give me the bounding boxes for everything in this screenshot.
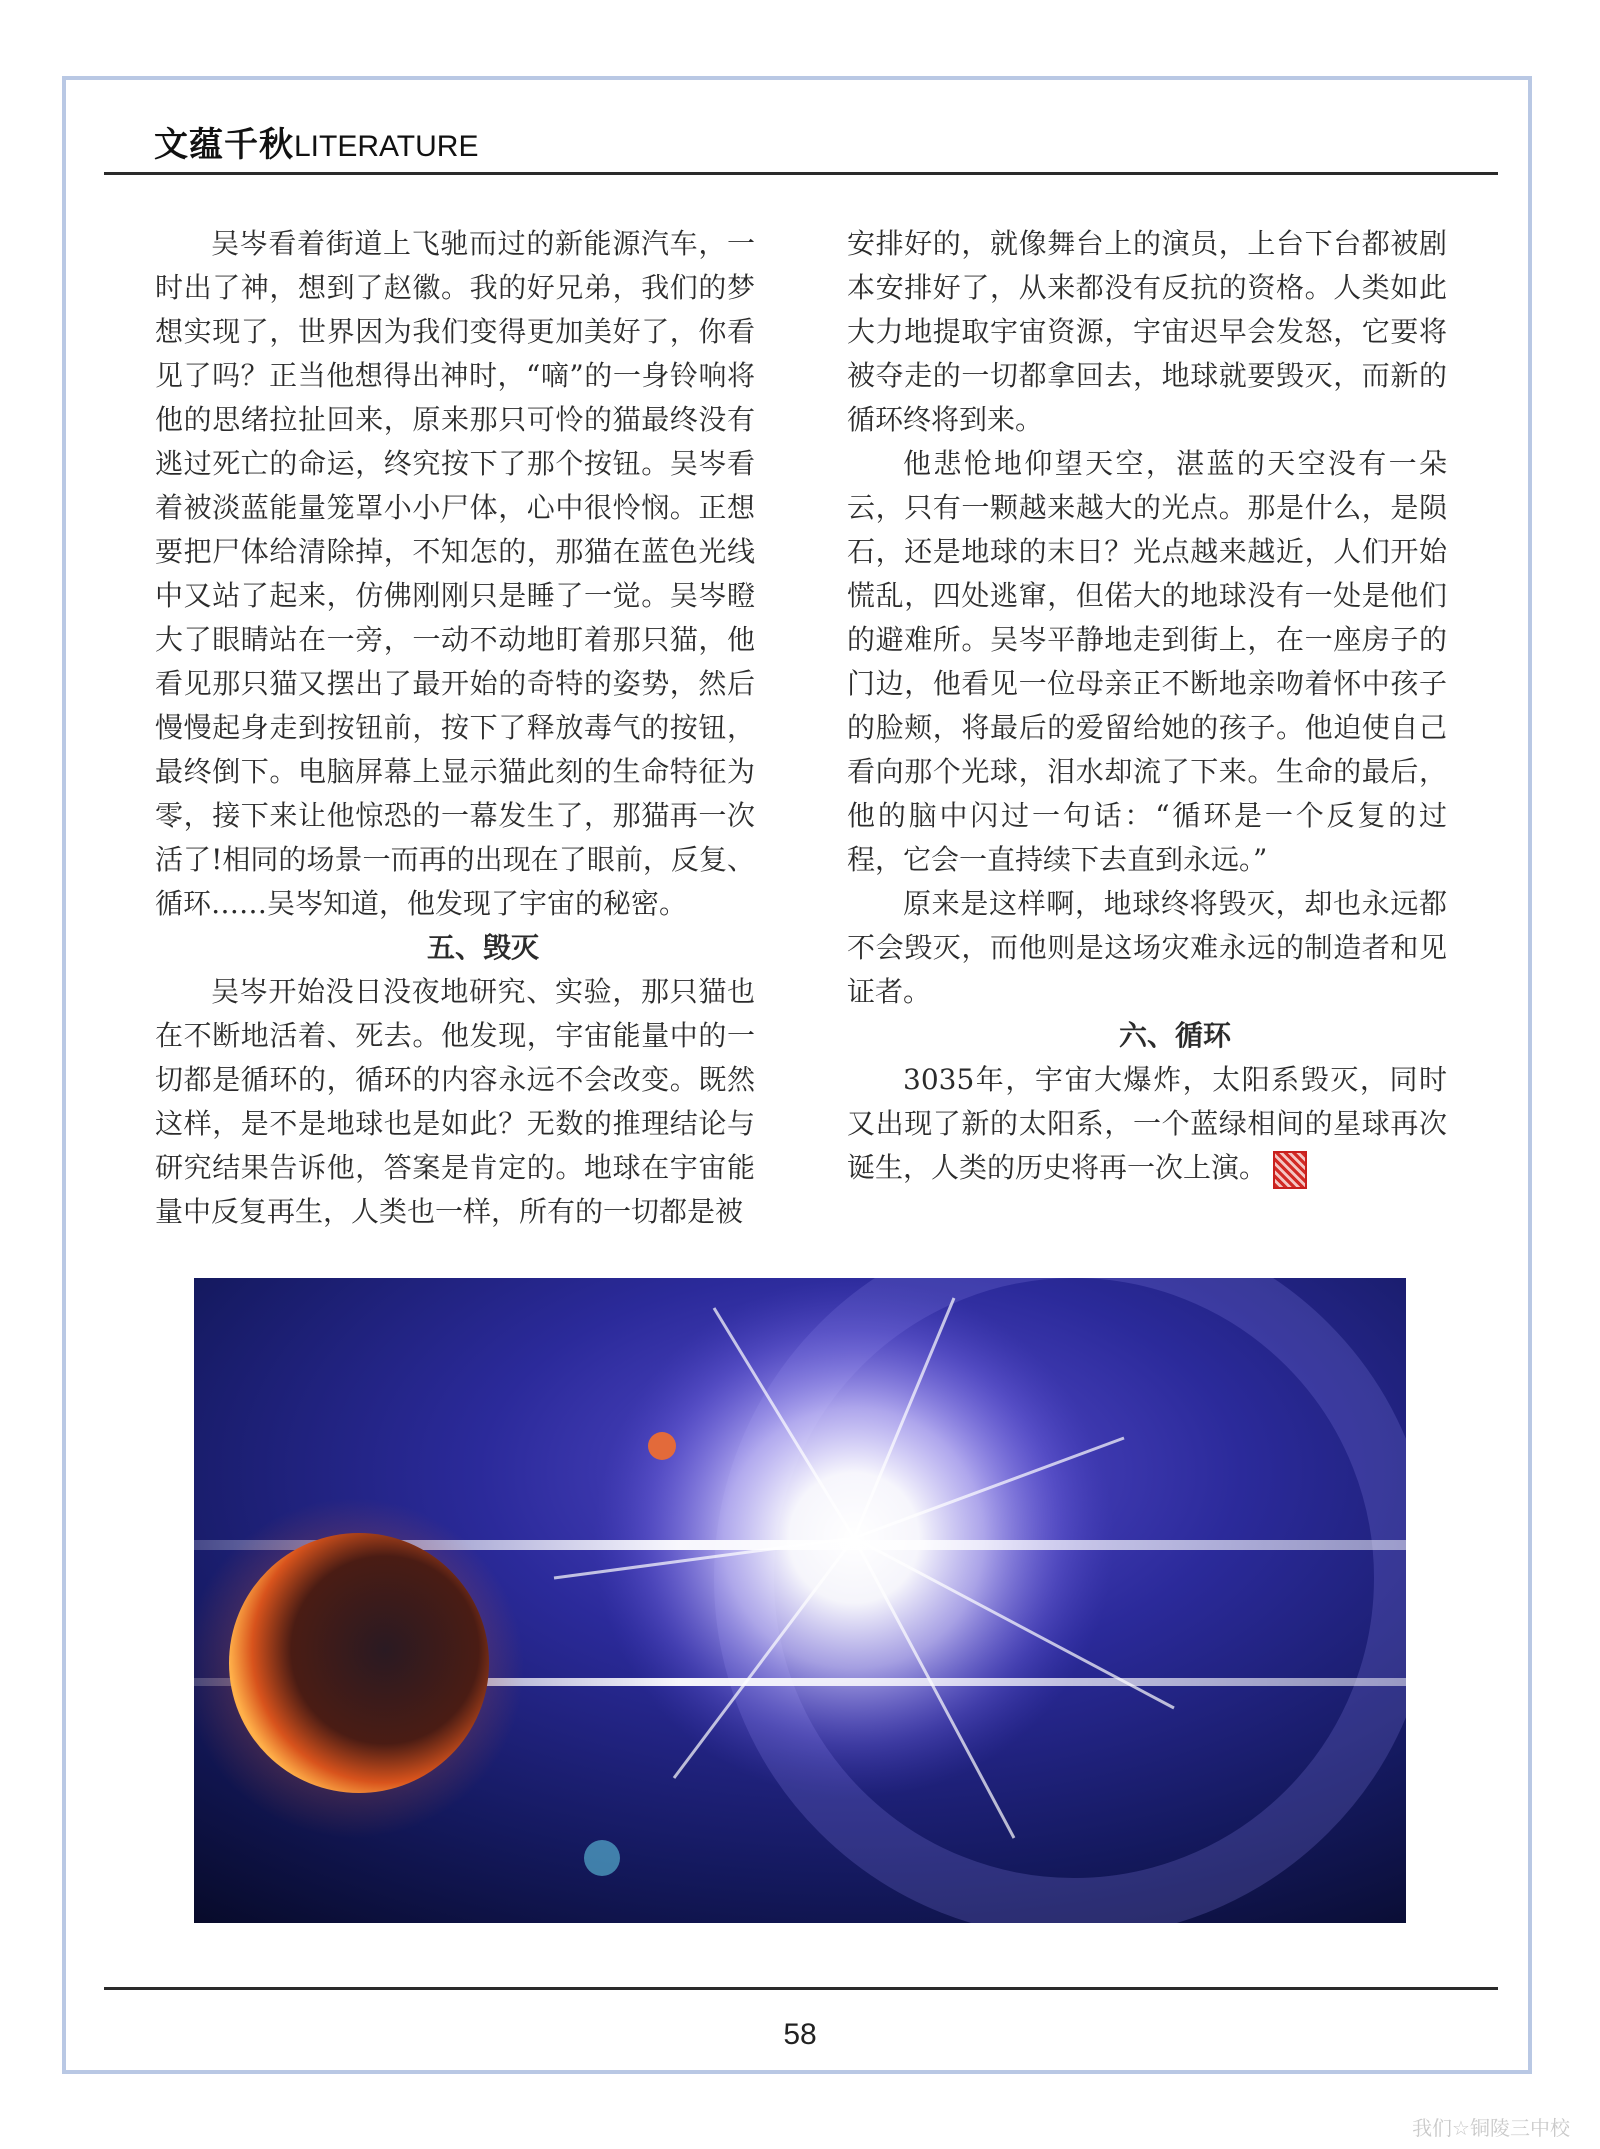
small-meteor — [648, 1432, 676, 1460]
left-column — [155, 222, 755, 1234]
paragraph: 他悲怆地仰望天空，湛蓝的天空没有一朵云，只有一颗越来越大的光点。那是什么，是陨石，还是地球的末日？光点越来越近，人们开始慌乱，四处逃窜，但偌大的地球没有一处是他们的避难所。吴岑平静地走到街上，在一座房子的门边，他看见一位母亲正不断地亲吻着怀中孩子的脸颊，将最后的爱留给她的孩子。他迫使自己看向那个光球，泪水却流了下来。生命的最后，他的脑中闪过一句话：“循环是一个反复的过程，它会一直持续下去直到永远。” — [847, 447, 1447, 876]
section-title: 六、循环 — [1118, 1019, 1231, 1052]
space-illustration-svg — [194, 1278, 1406, 1923]
seal-stamp-icon — [1273, 1151, 1307, 1189]
section-title: 五、毁灭 — [426, 931, 539, 964]
right-column — [847, 222, 1447, 1190]
header-title-en: LITERATURE — [294, 130, 479, 163]
header-title — [154, 117, 478, 166]
paragraph: 原来是这样啊，地球终将毁灭，却也永远都不会毁灭，而他则是这场灾难永远的制造者和见证者。 — [847, 887, 1447, 1008]
header-title-cn: 文蕴千秋 — [154, 125, 294, 165]
paragraph: 安排好的，就像舞台上的演员，上台下台都被剧本安排好了，从来都没有反抗的资格。人类如此大力地提取宇宙资源，宇宙迟早会发怒，它要将被夺走的一切都拿回去，地球就要毁灭，而新的循环终将到来。 — [847, 227, 1447, 436]
footer-rule — [104, 1987, 1498, 1990]
paragraph: 吴岑开始没日没夜地研究、实验，那只猫也在不断地活着、死去。他发现，宇宙能量中的一切都是循环的，循环的内容永远不会改变。既然这样，是不是地球也是如此？无数的推理结论与研究结果告诉他，答案是肯定的。地球在宇宙能量中反复再生，人类也一样，所有的一切都是被 — [155, 975, 755, 1228]
paragraph-text: 3035年，宇宙大爆炸，太阳系毁灭，同时又出现了新的太阳系，一个蓝绿相间的星球再次诞生，人类的历史将再一次上演。 — [847, 1063, 1447, 1184]
watermark: 我们☆铜陵三中校 — [1412, 2116, 1570, 2140]
burning-planet — [229, 1533, 489, 1793]
space-illustration — [194, 1278, 1406, 1923]
distant-star — [584, 1840, 620, 1876]
page-header — [104, 120, 1498, 175]
paragraph — [847, 1058, 1447, 1190]
page-number: 58 — [783, 2018, 817, 2051]
paragraph: 吴岑看着街道上飞驰而过的新能源汽车，一时出了神，想到了赵徽。我的好兄弟，我们的梦想实现了，世界因为我们变得更加美好了，你看见了吗？正当他想得出神时，“嘀”的一身铃响将他的思绪拉扯回来，原来那只可怜的猫最终没有逃过死亡的命运，终究按下了那个按钮。吴岑看着被淡蓝能量笼罩小小尸体，心中很怜悯。正想要把尸体给清除掉，不知怎的，那猫在蓝色光线中又站了起来，仿佛刚刚只是睡了一觉。吴岑瞪大了眼睛站在一旁，一动不动地盯着那只猫，他看见那只猫又摆出了最开始的奇特的姿势，然后慢慢起身走到按钮前，按下了释放毒气的按钮，最终倒下。电脑屏幕上显示猫此刻的生命特征为零，接下来让他惊恐的一幕发生了，那猫再一次活了!相同的场景一而再的出现在了眼前，反复、循环……吴岑知道，他发现了宇宙的秘密。 — [155, 227, 755, 920]
